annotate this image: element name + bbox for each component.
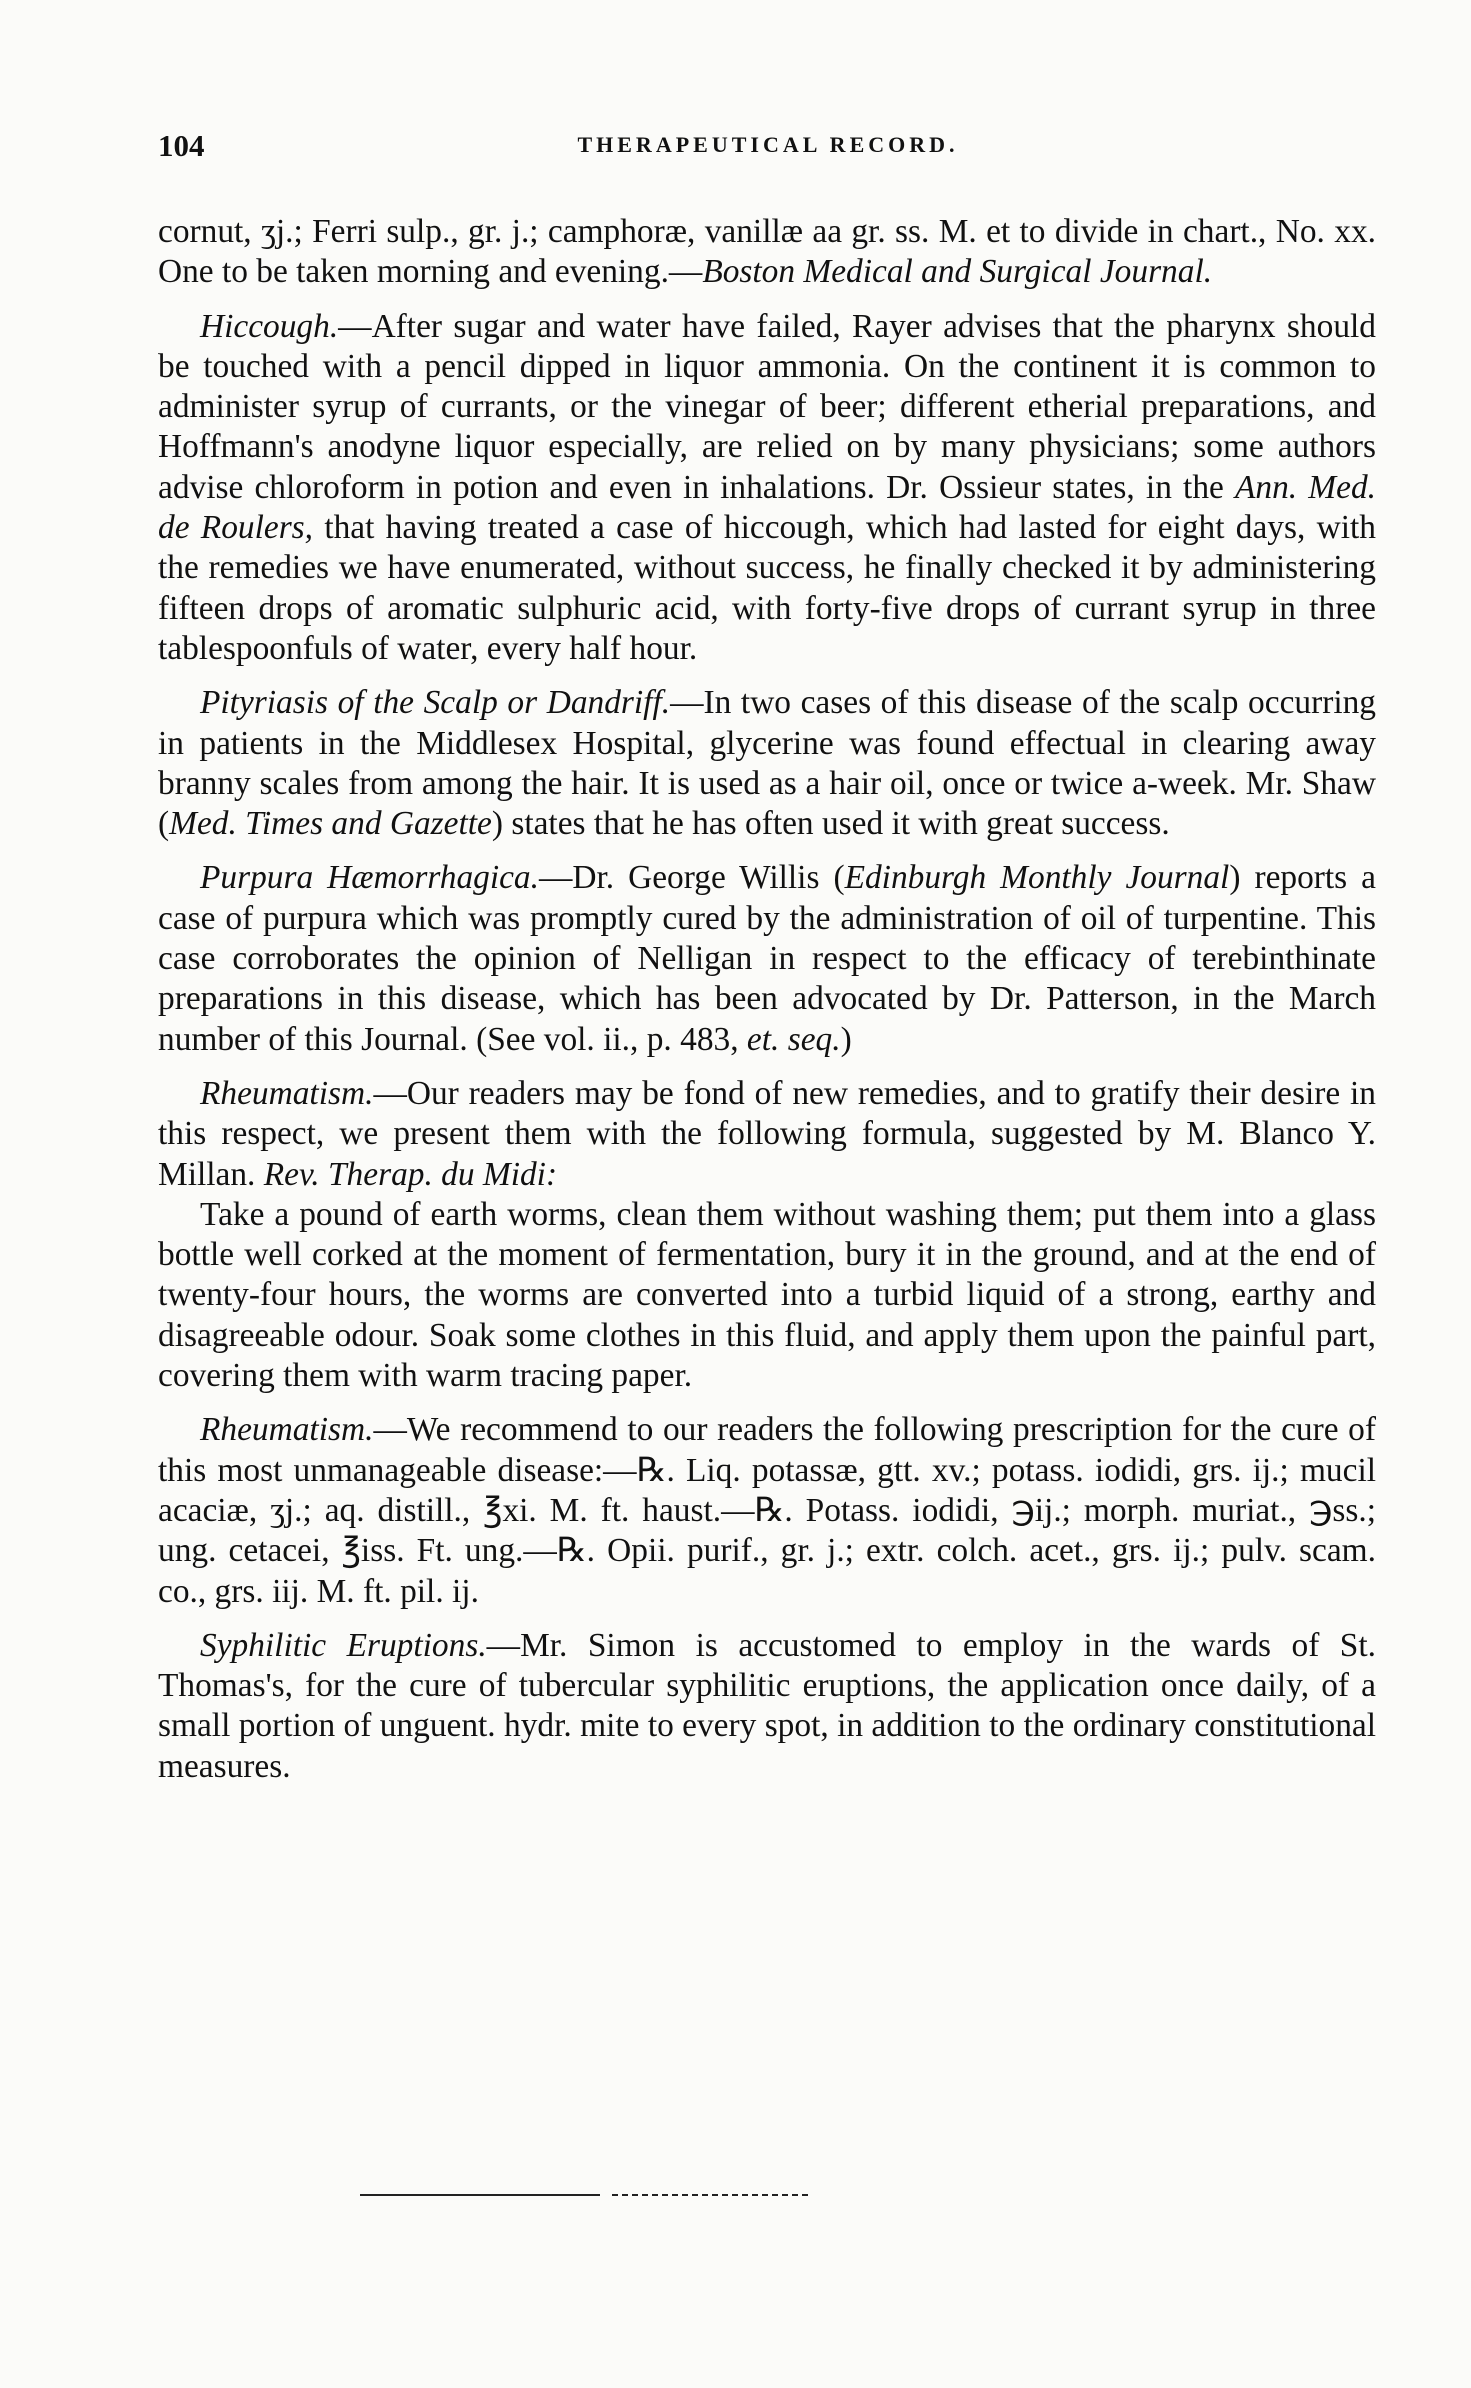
page-number: 104: [158, 128, 205, 163]
paragraph-continuation: [158, 212, 1376, 293]
paragraph-text: that having treated a case of hiccough, which had lasted for eight days, with the remedies we have enumerated, without success, he finally checked it by administering fifteen drops of aromatic sulphuric acid, with forty-five drops of currant syrup in three tablespoonfuls of water, every half hour.: [158, 509, 1376, 667]
paragraph-purpura: [158, 858, 1376, 1059]
section-heading: Rheumatism.: [200, 1074, 374, 1112]
paragraph-text: cornut, ʒj.; Ferri sulp., gr. j.; camphoræ, vanillæ aa gr. ss. M. et to divide in chart., No. xx. One to be taken morning and evening.—: [158, 213, 1376, 291]
paragraph-text: ): [840, 1020, 852, 1058]
page-header: [158, 128, 1378, 168]
paragraph-text: —Our readers may be fond of new remedies, and to gratify their desire in this respect, we present them with the following formula, suggested by M. Blanco Y. Millan.: [158, 1074, 1376, 1193]
paragraph-rheumatism-remedy: [158, 1074, 1376, 1195]
citation-abbrev: et. seq.: [746, 1020, 841, 1058]
section-heading: Pityriasis of the Scalp or Dandriff.: [200, 684, 671, 722]
paragraph-text: —Mr. Simon is accustomed to employ in the wards of St. Thomas's, for the cure of tubercular syphilitic eruptions, the application once daily, of a small portion of unguent. hydr. mite to every spot, in addition to the ordinary constitutional measures.: [158, 1626, 1376, 1785]
source-citation: Ann. Med. de Roulers,: [158, 468, 1376, 547]
section-heading: Syphilitic Eruptions.: [200, 1626, 487, 1664]
paragraph-text: —After sugar and water have failed, Rayer advises that the pharynx should be touched with a pencil dipped in liquor ammonia. On the continent it is common to administer syrup of currants, or the vinegar of beer; different etherial preparations, and Hoffmann's anodyne liquor especially, are relied on by many physicians; some authors advise chloroform in potion and even in inhalations. Dr. Ossieur states, in the: [158, 307, 1376, 506]
paragraph-text: ) reports a case of purpura which was promptly cured by the administration of oil of turpentine. This case corroborates the opinion of Nelligan in respect to the efficacy of terebinthinate preparations in this disease, which has been advocated by Dr. Patterson, in the March number of this Journal. (See vol. ii., p. 483,: [158, 859, 1376, 1058]
paragraph-rheumatism-prescription: [158, 1410, 1376, 1611]
paragraph-text: Take a pound of earth worms, clean them without washing them; put them into a glass bottle well corked at the moment of fermentation, bury it in the ground, and at the end of twenty-four hours, the worms are converted into a turbid liquid of a strong, earthy and disagreeable odour. Soak some clothes in this fluid, and apply them upon the painful part, covering them with warm tracing paper.: [158, 1195, 1376, 1395]
paragraph-text: ) states that he has often used it with great success.: [491, 805, 1170, 843]
section-heading: Rheumatism.: [200, 1411, 374, 1449]
paragraph-hiccough: [158, 307, 1376, 670]
paragraph-syphilitic: [158, 1626, 1376, 1787]
paragraph-pityriasis: [158, 683, 1376, 844]
paragraph-worm-recipe: [158, 1195, 1376, 1396]
source-citation: Boston Medical and Surgical Journal.: [702, 253, 1213, 291]
article-body: [158, 212, 1376, 1787]
running-head: THERAPEUTICAL RECORD.: [577, 132, 959, 157]
paragraph-text: —We recommend to our readers the following prescription for the cure of this most unmanageable disease:—℞. Liq. potassæ, gtt. xv.; potass. iodidi, grs. ij.; mucil acaciæ, ʒj.; aq. distill., ℥xi. M. ft. haust.—℞. Potass. iodidi, ℈ij.; morph. muriat., ℈ss.; ung. cetacei, ℥iss. Ft. ung.—℞. Opii. purif., gr. j.; extr. colch. acet., grs. ij.; pulv. scam. co., grs. iij. M. ft. pil. ij.: [158, 1411, 1376, 1610]
section-heading: Hiccough.: [200, 307, 339, 345]
source-citation: Med. Times and Gazette: [169, 805, 492, 843]
source-citation: Edinburgh Monthly Journal: [844, 859, 1230, 897]
source-citation: Rev. Therap. du Midi:: [263, 1155, 558, 1193]
section-divider: [360, 2194, 600, 2196]
section-heading: Purpura Hæmorrhagica.: [200, 859, 539, 897]
paragraph-text: —Dr. George Willis (: [538, 859, 845, 897]
section-divider-dashed: [612, 2194, 808, 2196]
paragraph-text: —In two cases of this disease of the scalp occurring in patients in the Middlesex Hospital, glycerine was found effectual in clearing away branny scales from among the hair. It is used as a hair oil, once or twice a-week. Mr. Shaw (: [158, 684, 1376, 843]
